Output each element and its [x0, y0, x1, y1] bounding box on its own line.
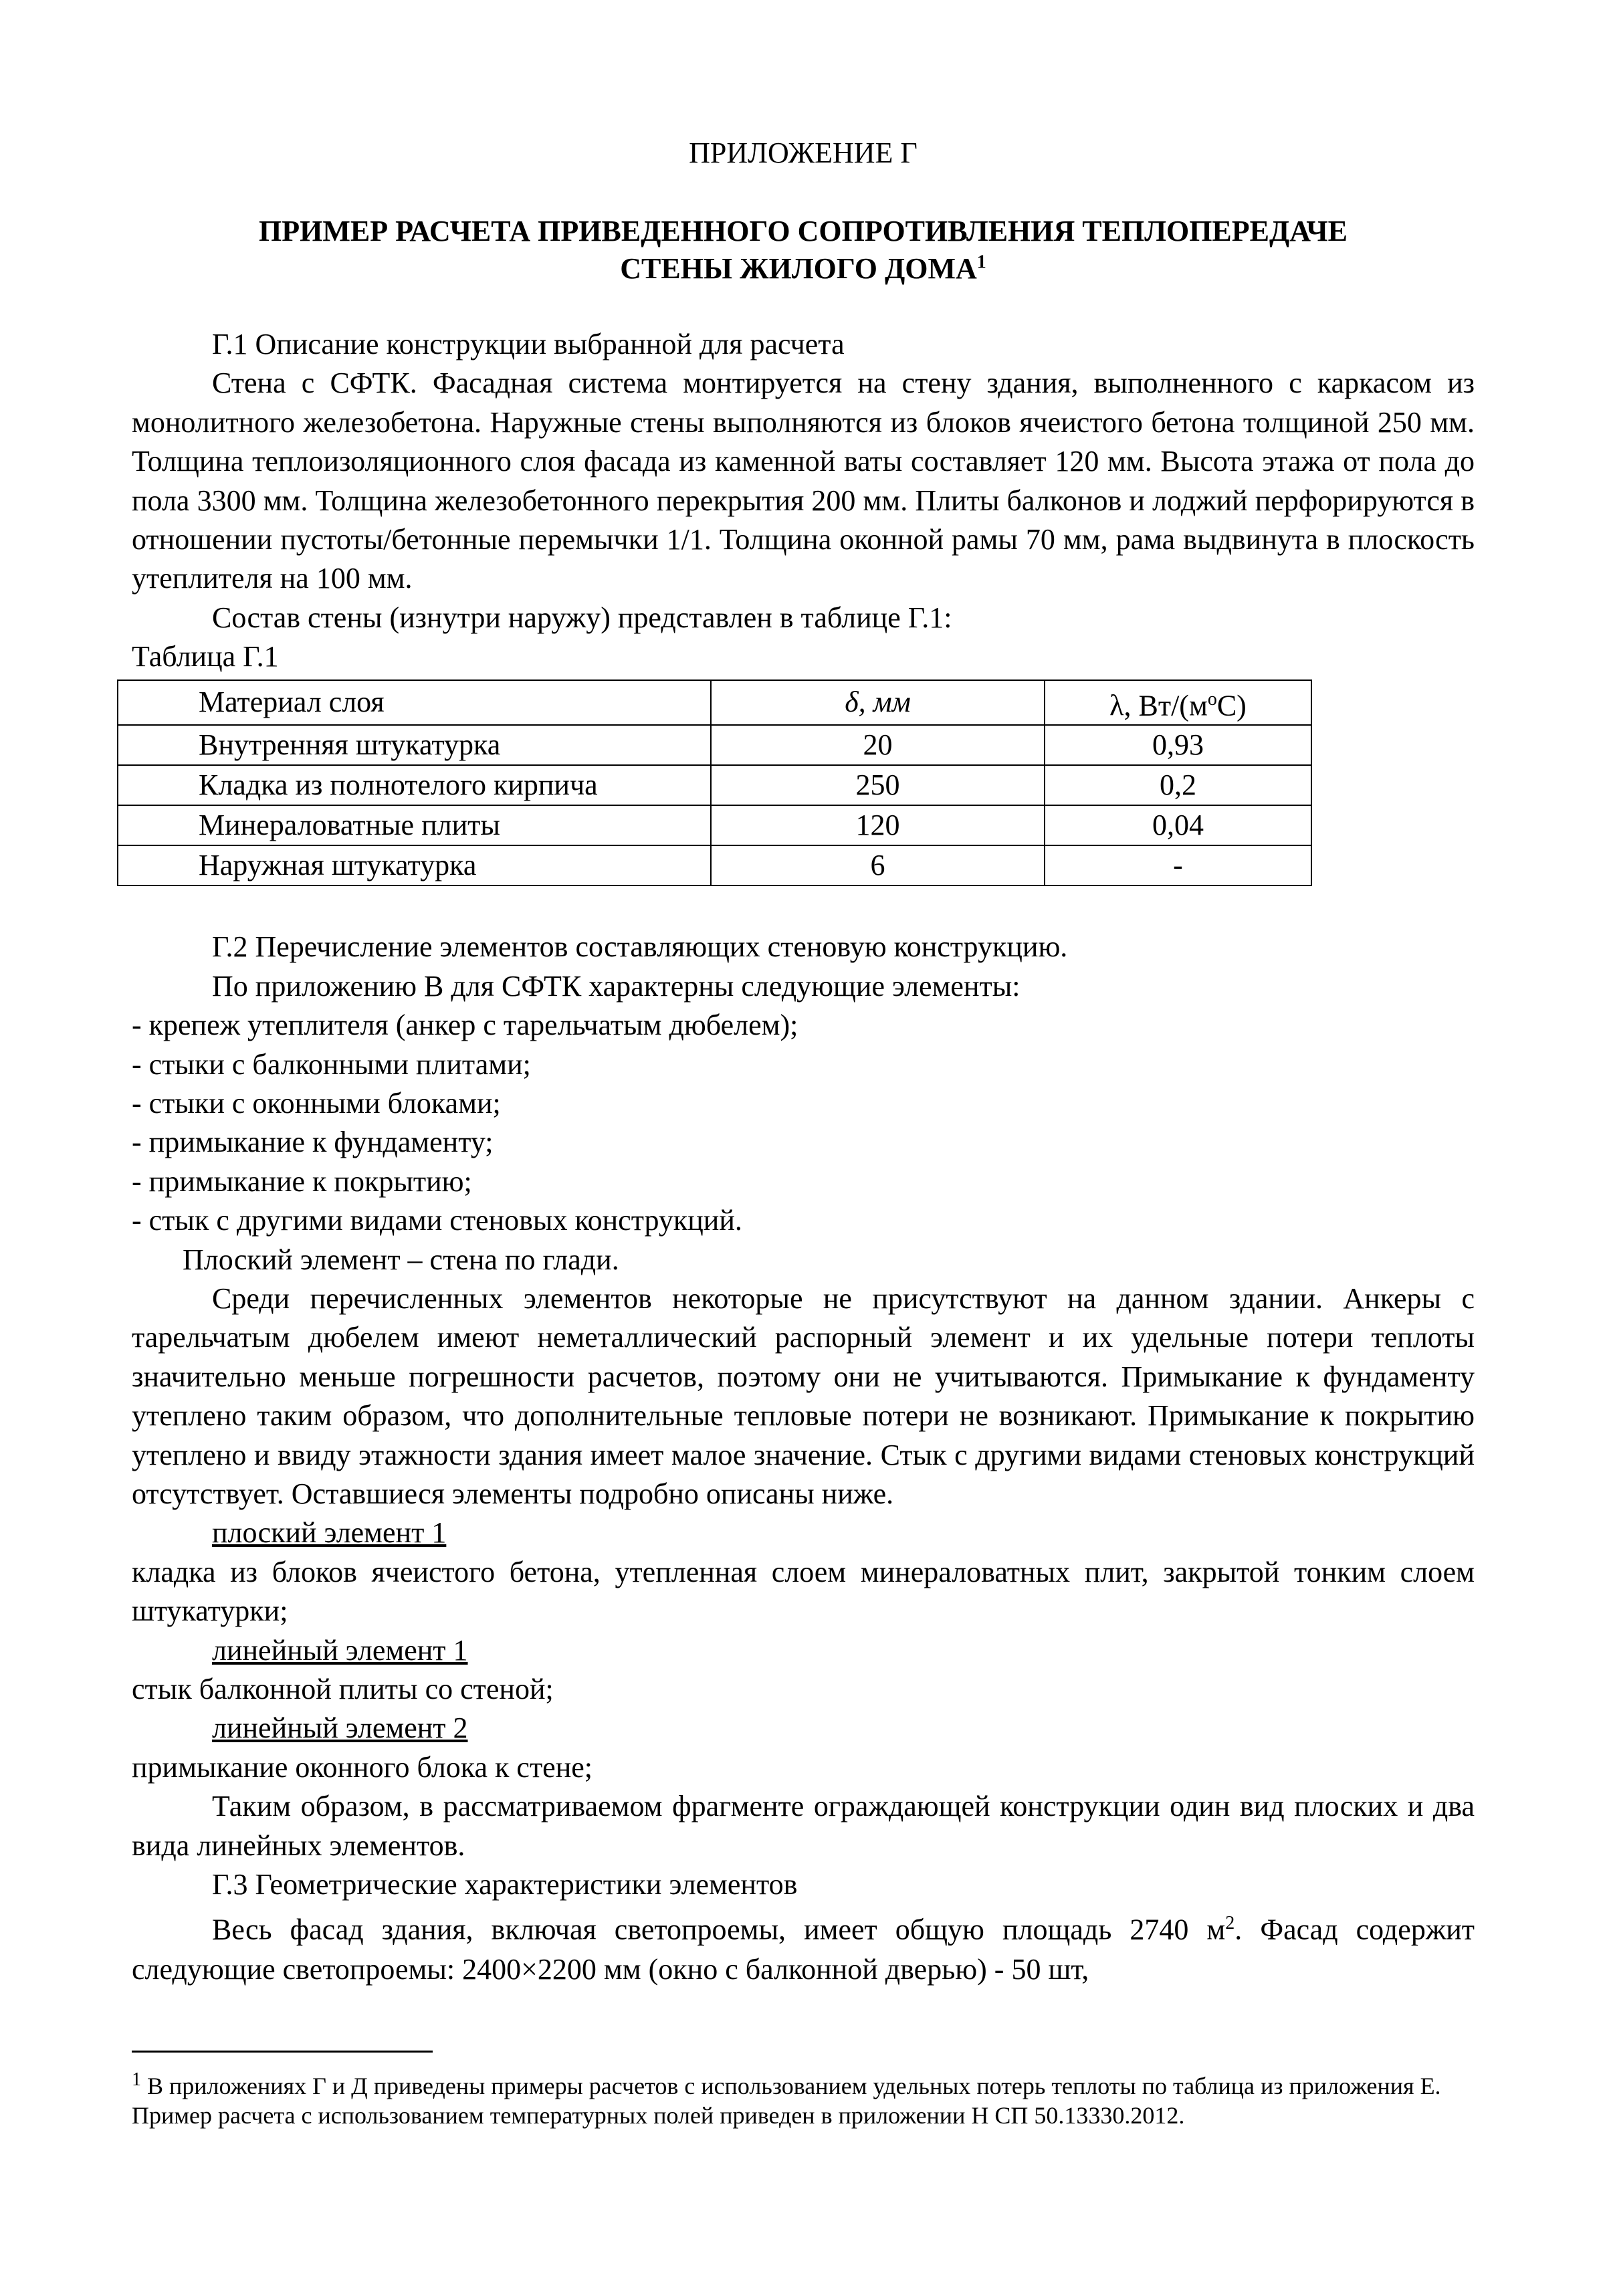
footnote-text: В приложениях Г и Д приведены примеры расчетов с использованием удельных потерь теплоты по таблица из приложения Е. Пример расчета с использованием температурных полей приведен в приложении Н СП 50.13330.2012.: [132, 2073, 1441, 2129]
footnote-ref: 1: [976, 251, 986, 273]
footnote-mark: 1: [132, 2069, 141, 2090]
heading-line-2: СТЕНЫ ЖИЛОГО ДОМА: [620, 252, 977, 285]
table-row: [118, 845, 1311, 885]
cell-material: Внутренняя штукатурка: [118, 725, 711, 765]
cell-conductivity: 0,04: [1045, 805, 1311, 845]
element-2-description: стык балконной плиты со стеной;: [132, 1673, 554, 1706]
cell-conductivity: 0,93: [1045, 725, 1311, 765]
element-1-title: плоский элемент 1: [212, 1516, 447, 1550]
element-1-description: кладка из блоков ячеистого бетона, утепленная слоем минераловатных плит, закрытой тонким слоем штукатурки;: [132, 1555, 1475, 1628]
flat-element-note: Плоский элемент – стена по глади.: [183, 1243, 619, 1276]
table-row: [118, 765, 1311, 805]
list-item: - примыкание к покрытию;: [132, 1164, 472, 1198]
list-item: - стыки с оконными блоками;: [132, 1086, 501, 1120]
section-1-title: Г.1 Описание конструкции выбранной для расчета: [212, 328, 845, 360]
cell-material: Минераловатные плиты: [118, 805, 711, 845]
section-3-title: Г.3 Геометрические характеристики элементов: [212, 1868, 798, 1901]
heading-line-1: ПРИМЕР РАСЧЕТА ПРИВЕДЕННОГО СОПРОТИВЛЕНИЯ ТЕПЛОПЕРЕДАЧЕ: [259, 215, 1348, 247]
cell-material: Кладка из полнотелого кирпича: [118, 765, 711, 805]
section-2-intro: По приложению В для СФТК характерны следующие элементы:: [212, 969, 1021, 1003]
element-3-description: примыкание оконного блока к стене;: [132, 1750, 593, 1784]
section-2-title: Г.2 Перечисление элементов составляющих стеновую конструкцию.: [212, 930, 1068, 964]
body-text: [132, 325, 1475, 1989]
table-row: [118, 805, 1311, 845]
cell-conductivity: 0,2: [1045, 765, 1311, 805]
header-material: Материал слоя: [118, 680, 711, 726]
cell-thickness: 250: [711, 765, 1045, 805]
cell-thickness: 6: [711, 845, 1045, 885]
header-thickness: δ, мм: [711, 680, 1045, 726]
section-1-table-intro: Состав стены (изнутри наружу) представлен в таблице Г.1:: [212, 601, 952, 634]
cell-conductivity: -: [1045, 845, 1311, 885]
section-2-paragraph: Среди перечисленных элементов некоторые не присутствуют на данном здании. Анкеры с тарельчатым дюбелем имеют неметаллический распорный элемент и их удельные потери теплоты значительно меньше погрешности расчетов, поэтому они не учитываются. Примыкание к фундаменту утеплено таким образом, что дополнительные тепловые потери не возникают. Примыкание к покрытию утеплено и ввиду этажности здания имеет малое значение. Стык с другими видами стеновых конструкций отсутствует. Оставшиеся элементы подробно описаны ниже.: [132, 1281, 1475, 1510]
table-header-row: [118, 680, 1311, 726]
cell-thickness: 120: [711, 805, 1045, 845]
wall-layers-table: [117, 680, 1312, 887]
list-item: - крепеж утеплителя (анкер с тарельчатым дюбелем);: [132, 1009, 798, 1042]
header-conductivity: λ, $Вт/(м^oС)$: [1045, 680, 1311, 726]
footnote-separator: [132, 2051, 433, 2053]
section-2-summary: Таким образом, в рассматриваемом фрагменте ограждающей конструкции один вид плоских и два вида линейных элементов.: [132, 1790, 1475, 1862]
list-item: - стык с другими видами стеновых конструкций.: [132, 1204, 742, 1237]
footnote: [132, 2065, 1475, 2130]
element-3-title: линейный элемент 2: [212, 1711, 468, 1745]
element-2-title: линейный элемент 1: [212, 1633, 468, 1667]
section-3-paragraph: Весь фасад здания, включая светопроемы, имеет общую площадь 2740 $м^2$. Фасад содержит следующие светопроемы: 2400×2200 мм (окно с балконной дверью) - 50 шт,: [132, 1913, 1475, 1986]
appendix-heading: [132, 213, 1475, 288]
list-item: - примыкание к фундаменту;: [132, 1126, 494, 1159]
table-caption: Таблица Г.1: [132, 640, 279, 673]
section-1-paragraph: Стена с СФТК. Фасадная система монтируется на стену здания, выполненного с каркасом из монолитного железобетона. Наружные стены выполняются из блоков ячеистого бетона толщиной 250 мм. Толщина теплоизоляционного слоя фасада из каменной ваты составляет 120 мм. Высота этажа от пола до пола 3300 мм. Толщина железобетонного перекрытия 200 мм. Плиты балконов и лоджий перфорируются в отношении пустоты/бетонные перемычки 1/1. Толщина оконной рамы 70 мм, рама выдвинута в плоскость утеплителя на 100 мм.: [132, 367, 1475, 595]
appendix-title: ПРИЛОЖЕНИЕ Г: [689, 136, 918, 169]
list-item: - стыки с балконными плитами;: [132, 1047, 531, 1081]
table-row: [118, 725, 1311, 765]
cell-material: Наружная штукатурка: [118, 845, 711, 885]
cell-thickness: 20: [711, 725, 1045, 765]
